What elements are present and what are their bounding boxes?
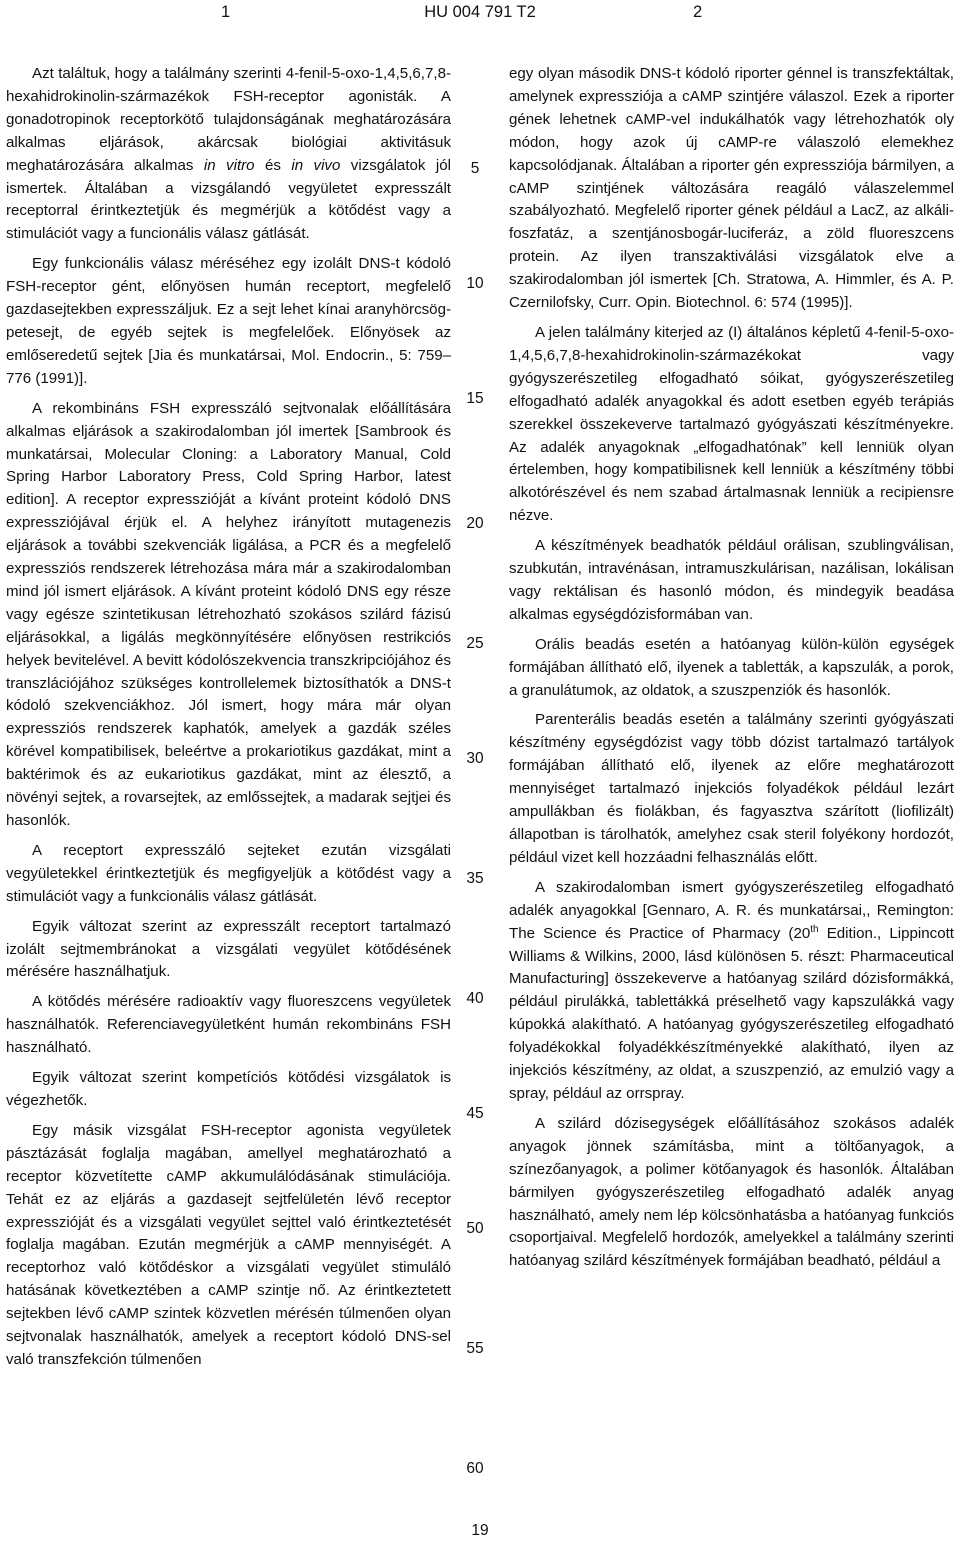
line-number: 40 <box>466 990 484 1007</box>
line-number: 50 <box>466 1220 484 1237</box>
line-number: 60 <box>466 1460 484 1477</box>
page-header <box>0 0 960 30</box>
line-number: 35 <box>466 870 484 887</box>
left-column-number: 1 <box>221 3 231 21</box>
paragraph: Egy funkcionális válasz méréséhez egy izolált DNS-t kódoló FSH-receptor gént, előnyösen humán receptort, megfelelő gazdasejtekben expresszáljuk. Ez a sejt lehet kínai aranyhörcsög-petesejt, de egyéb sejtek is megfelelőek. Előnyösek az emlőseredetű sejtek [Jia és munkatársai, Mol. Endocrin., 5: 759–776 (1991)]. <box>6 255 451 387</box>
paragraph: Azt találtuk, hogy a találmány szerinti 4-fenil-5-oxo-1,4,5,6,7,8-hexahidrokinolin-származékok FSH-receptor agonisták. A gonadotropinok receptorkötő tulajdonságának meghatározására alkalmas eljárások, akárcsak biológiai aktivitásuk meghatározására alkalmas in vitro és in vivo vizsgálatok jól ismertek. Általában a vizsgálandó vegyületet expresszált receptorral érintkeztetjük és megmérjük a kötődést vagy a stimulációt vagy a funcionális válasz gátlását. <box>6 65 451 243</box>
paragraph: Egy másik vizsgálat FSH-receptor agonista vegyületek pásztázását foglalja magában, amellyel meghatározható a receptor közvetítette cAMP akkumulálódásának stimulációja. Tehát ez az eljárás a gazdasejt sejtfelületén lévő receptor expresszióját és a vizsgálati vegyület sejttel való érintkeztetését foglalja magában. Ezután megmérjük a cAMP mennyiségét. A receptorhoz való kötődéskor a vizsgálati vegyület stimuláló hatásának következtében a cAMP szintje nő. Az érintkeztetett sejtekben lévő cAMP szintek közvetlen mérésén túlmenően olyan sejtvonalak használhatók, amelyek a receptort kódoló DNS-sel való transzfekción túlmenően <box>6 1121 451 1368</box>
page-number: 19 <box>471 1522 489 1539</box>
paragraph: A jelen találmány kiterjed az (I) általános képletű 4-fenil-5-oxo-1,4,5,6,7,8-hexahidrokinolin-származékokat vagy gyógyszerészetileg elfogadható sóikat, gyógyszerészetileg elfogadható adalék anyagokkal és adott esetben egyéb terápiás szerekkel összekeverve tartalmazó gyógyászati készítményekre. Az adalék anyagoknak „elfogadhatónak” kell lenniük olyan értelemben, hogy kompatibilisnek kell lenniük a készítmény többi alkotórészével és nem szabad ártalmasnak lenniük a recipiensre nézve. <box>509 323 954 525</box>
paragraph: A rekombináns FSH expresszáló sejtvonalak előállítására alkalmas eljárások a szakirodalomban jól imertek [Sambrook és munkatársai, Molecular Cloning: a Laboratory Manual, Cold Spring Harbor Laboratory Press, Cold Spring Harbor, latest edition]. A receptor expresszióját a kívánt proteint kódoló DNS expressziójával érjük el. A helyhez irányított mutagenezis eljárások a további szekvenciák ligálása, a PCR és a megfelelő expressziós rendszerek létrehozása mára már a szakirodalomban mind jól ismert eljárások. A kívánt proteint kódoló DNS egy része vagy egésze szintetikusan létrehozható szokásos szilárd fázisú eljárásokkal, a ligálás megkönnyítésére előnyösen restrikciós helyek bevitelével. A bevitt kódolószekvencia transzkripciójához és transzlációjához szükséges kontrollelemek biztosíthatók a DNS-t kódoló szekvenciákhoz. Jól ismert, hogy mára már olyan expressziós rendszerek kaphatók, amelyek a gazdák széles körével kompatibilisek, beleértve a prokariotikus gazdákat, mint a baktérimok és az eukariotikus gazdákat, mint az élesztő, a növényi sejtek, a rovarsejtek, az emlőssejtek, a madarak sejtjei és hasonlók. <box>6 399 451 829</box>
line-number: 10 <box>466 275 484 292</box>
right-column <box>509 63 954 1273</box>
paragraph: egy olyan második DNS-t kódoló riporter génnel is transzfektáltak, amelynek expressziója a cAMP szintjére válaszol. Ezek a riporter gének lehetnek cAMP-vel indukálhatók vagy létrehozhatók oly módon, hogy azok új cAMP-re válaszoló elemekhez kapcsolódjanak. Általában a riporter gén expressziója bármilyen, a cAMP szintjének változására reagáló válaszelemmel szabályozható. Megfelelő riporter gének például a LacZ, az alkáli-foszfatáz, a szentjánosbogár-luciferáz, a zöld fluoreszcens protein. Az ilyen transzaktiválási vizsgálatok elve a szakirodalomban jól ismertek [Ch. Stratowa, A. Himmler, és A. P. Czernilofsky, Curr. Opin. Biotechnol. 6: 574 (1995)]. <box>509 65 954 312</box>
line-number: 15 <box>466 390 484 407</box>
line-number: 30 <box>466 750 484 767</box>
line-number: 25 <box>466 635 484 652</box>
paragraph: Egyik változat szerint kompetíciós kötődési vizsgálatok is végezhetők. <box>6 1069 451 1109</box>
superscript: th <box>810 923 819 935</box>
right-column-number: 2 <box>693 3 703 21</box>
paragraph: Parenterális beadás esetén a találmány szerinti gyógyászati készítmény egységdózist vagy több dózist tartalmazó tartályok formájában állítható elő, ilyenek az előre meghatározott mennyiséget tartalmazó injekciós folyadékok például lezárt ampullákban és fiolákban, és fagyasztva szárított (liofilizált) állapotban is tárolhatók, amelyhez csak steril folyékony hordozót, például vizet kell hozzáadni felhasználás előtt. <box>509 711 954 866</box>
paragraph: A kötődés mérésére radioaktív vagy fluoreszcens vegyületek használhatók. Referenciavegyületként humán rekombináns FSH használható. <box>6 993 451 1057</box>
line-number: 20 <box>466 515 484 532</box>
paragraph: Egyik változat szerint az expresszált receptort tartalmazó izolált sejtmembránokat a vizsgálati vegyület kötődésének mérésére használhatjuk. <box>6 917 451 981</box>
left-column <box>6 63 451 1372</box>
italic-term: in vitro <box>203 156 255 174</box>
paragraph: A szilárd dózisegységek előállításához szokásos adalék anyagok jönnek számításba, mint a töltőanyagok, a színezőanyagok, a polimer kötőanyagok és hasonlók. Általában bármilyen gyógyszerészetileg elfogadható adalék anyag használható, amely nem lép kölcsönhatásba a hatóanyag funkciós csoportjaival. Megfelelő hordozók, amelyekkel a találmány szerinti hatóanyag szilárd készítmények formájában beadható, például a <box>509 1114 954 1270</box>
line-number: 45 <box>466 1105 484 1122</box>
paragraph: A szakirodalomban ismert gyógyszerészetileg elfogadható adalék anyagokkal [Gennaro, A. R. és munkatársai,, Remington: The Science és Practice of Pharmacy (20th Edition., Lippincott Williams & Wilkins, 2000, lásd különösen 5. részt: Pharmaceutical Manufacturing] összekeverve a hatóanyag szilárd dózisformákká, például pirulákká, tablettákká préselhető vagy kapszulákká vagy kúpokká alakítható. A hatóanyag gyógyszerészetileg elfogadható folyadékokkal folyadékkészítményekké alakítható, ilyen az injekciós készítmény, az oldat, a szuszpenzió, az emulzió vagy a spray, például az orrspray. <box>509 878 954 1102</box>
line-number: 55 <box>466 1340 484 1357</box>
patent-number: HU 004 791 T2 <box>424 3 536 21</box>
paragraph: A készítmények beadhatók például orálisan, szublingválisan, szubkután, intravénásan, intramuszkulárisan, nazálisan, lokálisan vagy rektálisan és hasonló módon, és mindegyik beadása alkalmas egységdózisformában van. <box>509 537 954 623</box>
italic-term: in vivo <box>291 156 341 174</box>
line-number: 5 <box>470 160 480 177</box>
paragraph: A receptort expresszáló sejteket ezután vizsgálati vegyületekkel érintkeztetjük és megfigyeljük a kötődést vagy a stimulációt vagy a funkcionális válasz gátlását. <box>6 841 451 905</box>
paragraph: Orális beadás esetén a hatóanyag külön-külön egységek formájában állítható elő, ilyenek a tabletták, a kapszulák, a porok, a granulátumok, az oldatok, a szuszpenziók és hasonlók. <box>509 635 954 699</box>
